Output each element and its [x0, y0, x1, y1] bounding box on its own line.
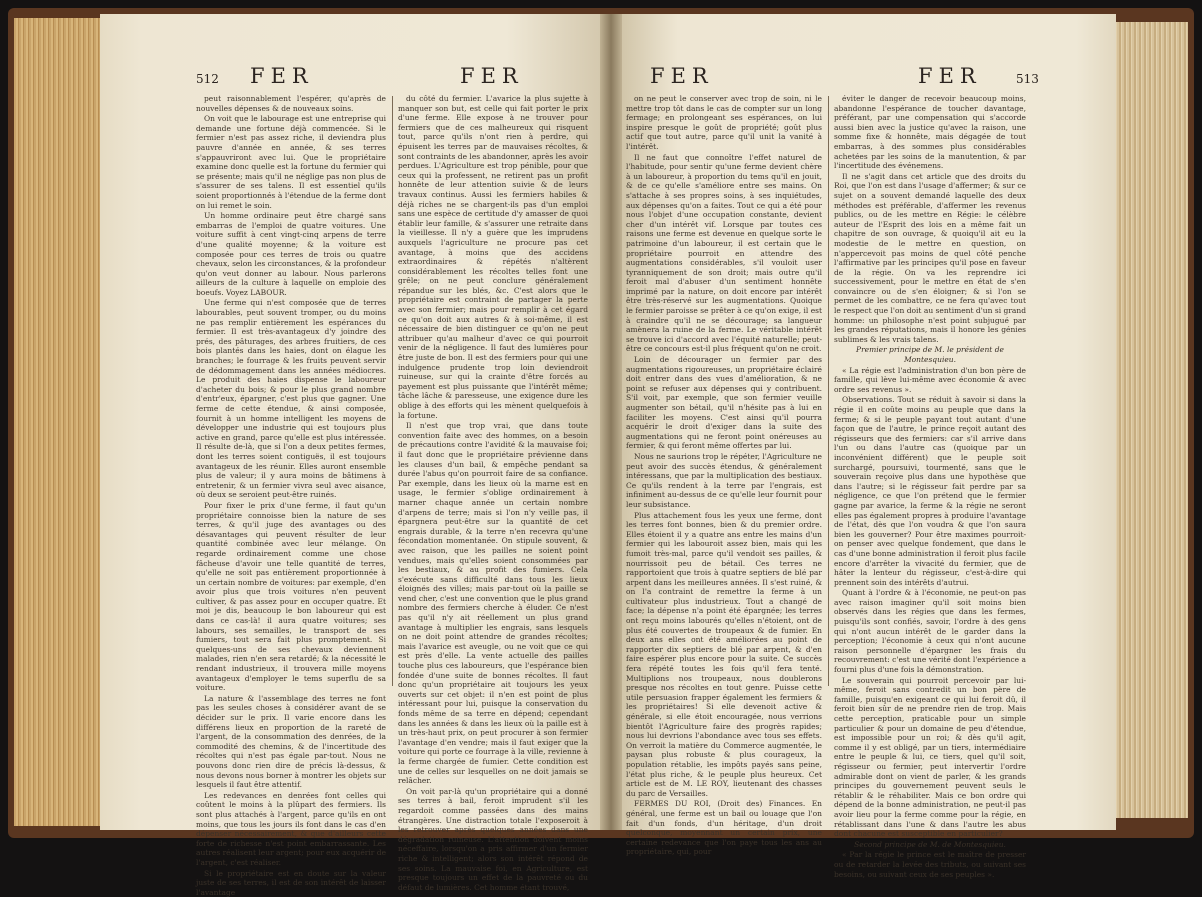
- left-page-column-2: [398, 94, 588, 814]
- paragraph: Un homme ordinaire peut être chargé sans embarras de l'emploi de quatre voitures. Une voiture suffit à cent vingt-cinq arpens de terre d'une qualité moyenne; & la voiture est composée pour ces terres de trois ou quatre chevaux, selon les circonstances, & la profondeur qu'on veut donner au labour. Nous parlerons ailleurs de la culture à laquelle on emploie des boeufs. Voyez LABOUR.: [196, 211, 386, 297]
- paragraph: du côté du fermier. L'avarice la plus sujette à manquer son but, est celle qui fait porter le prix d'une ferme. Elle expose à ne trouver pour fermiers que de ces malheureux qui risquent tout, parce qu'ils n'ont rien à perdre, qui épuisent les terres par de mauvaises récoltes, & sont contraints de les abandonner, après les avoir perdues. L'Agriculture est trop pénible, pour que ceux qui la professent, ne retirent pas un profit honnête de leur attention suivie & de leurs travaux continus. Aussi les fermiers habiles & déjà riches ne se chargent-ils pas d'un emploi sans une espèce de certitude d'y amasser de quoi établir leur famille, & s'assurer une retraite dans la vieillesse. Il n'y a guère que les imprudens auxquels l'agriculture ne procure pas cet avantage, à moins que des accidens extraordinaires & répétés n'altèrent considérablement les récoltes telles font une grêle; on ne peut conclure généralement répandue sur les blés, &c. C'est alors que le propriétaire est contraint de partager la perte avec son fermier; mais pour remplir à cet égard ce qu'on doit aux autres & à soi-même, il est nécessaire de bien distinguer ce qu'on ne peut attribuer qu'au malheur d'avec ce qui pourroit venir de la négligence. Il faut des lumières pour être juste de bon. Il est des fermiers pour qui une indulgence prudente trop loin deviendroit ruineuse, sur qui la crainte d'être forcés au payement est plus puissante que l'intérêt même; tâche lâche & paresseuse, une exigence dure les oblige à des efforts qui les mènent quelquefois à la fortune.: [398, 94, 588, 420]
- right-page-column-2: [834, 94, 1026, 814]
- paragraph: Il ne s'agit dans cet article que des droits du Roi, que l'on est dans l'usage d'affermer; & sur ce sujet on a souvent demandé laquelle des deux méthodes est préférable, d'affermer les revenus publics, ou de les mettre en Régie: le célèbre auteur de l'Esprit des lois en a même fait un chapitre de son ouvrage, & quoiqu'il ait eu la modestie de le mettre en question, on n'appercevoit pas moins de quel côté penche l'affirmative par les principes qu'il pose en faveur de la régie. On va les reprendre ici successivement, pour le mettre en état de s'en convaincre ou de s'en éloigner; & si l'on se permet de les combattre, ce ne fera qu'avec tout le respect que l'on doit au sentiment d'un si grand homme: un philosophe n'est point subjugué par les grandes réputations, mais il honore les génies sublimes & les vrais talens.: [834, 172, 1026, 345]
- quotation: « Par la régie le prince est le maître de presser ou de retarder la levée des tributs, ou suivant ses besoins, ou suivant ceux de ses peuples ».: [834, 850, 1026, 879]
- paragraph: peut raisonnablement l'espérer, qu'après de nouvelles dépenses & de nouveaux soins.: [196, 94, 386, 113]
- paragraph: Si le propriétaire est en doute sur la valeur juste de ses terres, il est de son intérêt de laisser l'avantage: [196, 869, 386, 897]
- paragraph: Il ne faut que connoître l'effet naturel de l'habitude, pour sentir qu'une ferme devient chère à un laboureur, à proportion du tems qu'il en jouit, & de ce qu'elle s'améliore entre ses mains. On s'attache à ses propres soins, à ses inquiétudes, aux dépenses qu'on a faites. Tout ce qui a été pour nous l'objet d'une occupation constante, devient cher d'un intérêt vif. Lorsque par toutes ces raisons une ferme est devenue en quelque sorte le patrimoine d'un laboureur, il est certain que le propriétaire pourroit en attendre des augmentations considérables, s'il vouloit user tyranniquement de son droit; mais outre qu'il feroit mal d'abuser d'un sentiment honnête imprimé par la nature, on doit encore par intérêt être très-réservé sur les augmentations. Quoique le fermier paroisse se prêter à ce qu'on exige, il est à craindre qu'il ne se décourage; sa langueur amènera la ruine de la ferme. Le véritable intérêt se trouve ici d'accord avec l'équité naturelle; peut-être ce concours est-il plus fréquent qu'on ne croit.: [626, 153, 822, 354]
- paragraph: Les redevances en denrées font celles qui coûtent le moins à la plûpart des fermiers. Ils sont plus attachés à l'argent, parce qu'ils en ont moins, que tous les jours ils font dans le cas d'en dépenser nécessairement, & que d'ailleurs cette forte de richesse n'est point embarrassante. Les autres réalisent leur argent; pour eux acquérir de l'argent, c'est réaliser.: [196, 791, 386, 868]
- left-page-edges: [14, 18, 106, 826]
- quotation: « La régie est l'administration d'un bon père de famille, qui lève lui-même avec économie & avec ordre ses revenus ».: [834, 366, 1026, 395]
- book-gutter: [600, 14, 622, 830]
- paragraph: On voit que le labourage est une entreprise qui demande une fortune déjà commencée. Si le fermier n'est pas assez riche, il deviendra plus pauvre d'année en année, & ses terres s'appauvriront avec lui. Que le propriétaire examine donc quelle est la fortune du fermier qui se présente; mais qu'il ne néglige pas non plus de s'assurer de ses talens. Il est essentiel qu'ils soient proportionnés à l'étendue de la ferme dont on lui remet le soin.: [196, 114, 386, 210]
- paragraph: La nature & l'assemblage des terres ne font pas les seules choses à considérer avant de se décider sur le prix. Il varie encore dans les différens lieux en proportion de la rareté de l'argent, de la consommation des denrées, de la commodité des chemins, & de l'incertitude des récoltes qui n'est pas égale par-tout. Nous ne pouvons donc rien dire de précis là-dessus, & nous devons nous borner à montrer les objets sur lesquels il faut être attentif.: [196, 694, 386, 790]
- paragraph: Plus attachement fous les yeux une ferme, dont les terres font bonnes, bien & du premier ordre. Elles étoient il y a quatre ans entre les mains d'un fermier qui les labouroit assez bien, mais qui les fumoit très-mal, parce qu'il vendoit ses pailles, & nourrissoit peu de bétail. Ces terres ne rapportoient que trois à quatre septiers de blé par arpent dans les meilleures années. Il s'est ruiné, & on l'a contraint de remettre la ferme à un cultivateur plus industrieux. Tout a changé de face; la dépense n'a point été épargnée; les terres ont reçu moins labourés qu'elles n'étoient, ont de plus été couvertes de troupeaux & de fumier. En deux ans elles ont été améliorées au point de rapporter dix septiers de blé par arpent, & d'en faire espérer plus encore pour la suite. Ce succès fera répété toutes les fois qu'il fera tenté. Multiplions nos troupeaux, nous doublerons presque nos récoltes en tout genre. Puisse cette utile persuasion frapper également les fermiers & les propriétaires! Si elle devenoit active & générale, si elle étoit encouragée, nous verrions bientôt l'Agriculture faire des progrès rapides; nous lui devrions l'abondance avec tous ses effets. On verroit la matière du Commerce augmentée, le paysan plus robuste & plus courageux, la population rétablie, les impôts payés sans peine, l'état plus riche, & le peuple plus heureux. Cet article est de M. LE ROY, lieutenant des chasses du parc de Versailles.: [626, 511, 822, 799]
- paragraph: Pour fixer le prix d'une ferme, il faut qu'un propriétaire connoisse bien la nature de ses terres, & qu'il juge des avantages ou des désavantages qui peuvent résulter de leur quantité combinée avec leur mélange. On regarde ordinairement comme une chose fâcheuse d'avoir une telle quantité de terres, qu'elle ne soit pas entièrement proportionnée à un certain nombre de voitures: par exemple, d'en avoir plus que trois voitures n'en peuvent cultiver, & pas assez pour en occuper quatre. Et moi je dis, beaucoup le bon laboureur qui est dans ce cas-là! il aura quatre voitures; ses labours, ses semailles, le transport de ses fumiers, tout sera fait plus promptement. Si quelques-uns de ses chevaux deviennent malades, rien n'en sera retardé; & la nécessité le rendant industrieux, il trouvera mille moyens avantageux d'employer le tems superflu de sa voiture.: [196, 501, 386, 693]
- right-page-column-1: [626, 94, 822, 814]
- paragraph: Nous ne saurions trop le répéter, l'Agriculture ne peut avoir des succès étendus, & généralement intéressans, que par la multiplication des bestiaux. Ce qu'ils rendent à la terre par l'engrais, est infiniment au-dessus de ce qu'elle leur fournit pour leur subsistance.: [626, 452, 822, 510]
- left-page-number: 512: [196, 72, 219, 86]
- left-running-head-left: FER: [250, 64, 314, 88]
- paragraph: On voit par-là qu'un propriétaire qui a donné ses terres à bail, feroit imprudent s'il les regardoit comme passées dans des mains étrangères. Une distraction totale l'exposeroit à les retrouver après quelques années dans une dégradation ruineuse. L'attention doivent moins néceffaire, lorsqu'on a pris affirmer d'un fermier riche & intelligent; alors son intérêt répond de ses soins. La mauvaise foi, en Agriculture, est presque toujours un effet de la pauvreté ou du défaut de lumières. Cet homme étant trouvé,: [398, 787, 588, 893]
- paragraph: Il n'est que trop vrai, que dans toute convention faite avec des hommes, on a besoin de précautions contre l'avidité & la mauvaise foi; il faut donc que le propriétaire prévienne dans les clauses d'un bail, & empêche pendant sa durée l'abus qu'on pourroit faire de sa confiance. Par exemple, dans les lieux où la marne est en usage, le fermier s'oblige ordinairement à marner chaque année un certain nombre d'arpens de terre; mais si l'on n'y veille pas, il épargnera peut-être sur la quantité de cet engrais durable, & la terre n'en recevra qu'une fécondation momentanée. On stipule souvent, & avec raison, que les pailles ne soient point vendues, mais qu'elles soient consommées par les bestiaux, & au profit des fumiers. Cela s'exécute sans difficulté dans tous les lieux éloignés des villes; mais par-tout où la paille se vend cher, c'est une convention que le plus grand nombre des fermiers cherche à éluder. Ce n'est pas qu'il n'y ait réellement un plus grand avantage à multiplier les engrais, sans lesquels on ne doit point attendre de grandes récoltes; mais l'avarice est aveugle, ou ne voit que ce qui est près d'elle. La vente actuelle des pailles touche plus ces laboureurs, que l'espérance bien fondée d'une suite de bonnes récoltes. Il faut donc qu'un propriétaire ait toujours les yeux ouverts sur cet objet: il n'en est point de plus intéressant pour lui, puisque la conservation du fonds même de sa terre en dépend; cependant dans les années & dans les lieux où la paille est à un très-haut prix, on peut procurer à son fermier l'avantage d'en vendre; mais il faut exiger que la voiture qui porte ce fourrage à la ville, revienne à la ferme chargée de fumier. Cette condition est une de celles sur lesquelles on ne doit jamais se relâcher.: [398, 421, 588, 786]
- left-running-head-right: FER: [460, 64, 524, 88]
- right-page-number: 513: [1016, 72, 1039, 86]
- paragraph: Le souverain qui pourroit percevoir par lui-même, feroit sans contredit un bon père de famille, puisqu'en exigeant ce qui lui feroit dû, il feroit bien sûr de ne prendre rien de trop. Mais cette perception, praticable pour un simple particulier & pour un domaine de peu d'étendue, est impossible pour un roi; & dès qu'il agit, comme il y est obligé, par un tiers, intermédiaire entre le peuple & lui, ce tiers, quel qu'il soit, régisseur ou fermier, peut intervertir l'ordre admirable dont on vient de parler, & les grands principes du gouvernement peuvent seuls le rétablir & le réhabiliter. Mais ce bon ordre qui dépend de la bonne administration, ne peut-il pas avoir lieu pour la ferme comme pour la régie, en rétablissant dans l'une & dans l'autre les abus dont chacune est susceptible en particulier?: [834, 676, 1026, 839]
- left-page-column-1: [196, 94, 386, 814]
- left-column-rule: [392, 96, 393, 686]
- right-running-head-left: FER: [650, 64, 714, 88]
- paragraph: Quant à l'ordre & à l'économie, ne peut-on pas avec raison imaginer qu'il soit moins bien observés dans les régies que dans les fermes, puisqu'ils sont confiés, savoir, l'ordre à des gens qui n'ont aucun intérêt de le garder dans la perception; l'économie à ceux qui n'ont aucune raison personnelle d'épargner les frais du recouvrement: c'est une vérité dont l'expérience a fourni plus d'une fois la démonstration.: [834, 588, 1026, 674]
- right-column-rule: [828, 96, 829, 686]
- right-page-edges: [1112, 22, 1188, 818]
- paragraph: Observations. Tout se réduit à savoir si dans la régie il en coûte moins au peuple que dans la ferme; & si le peuple payant tout autant d'une façon que de l'autre, le prince reçoit autant des régisseurs que des fermiers: car s'il arrive dans l'un ou dans l'autre cas (quoique par un inconvénient différent) que le peuple soit surchargé, poursuivi, tourmenté, sans que le souverain reçoive plus dans une hypothèse que dans l'autre; si le régisseur fait perdre par sa négligence, ce que l'on prétend que le fermier gagne par avarice, la ferme & la régie ne seront elles pas également propres à produire l'avantage de l'état, dès que l'on voudra & que l'on saura bien les gouverner? Pour être maximes pourroit-on penser avec quelque fondement, que dans le cas d'une bonne administration il feroit plus facile encore d'arrêter la vivacité du fermier, que de hâter la lenteur du régisseur, c'est-à-dire qui prennent soin des intérêts d'autrui.: [834, 395, 1026, 587]
- paragraph: éviter le danger de recevoir beaucoup moins, abandonne l'espérance de toucher davantage, préférant, par une compensation qui s'accorde aussi bien avec la justice qu'avec la raison, une somme fixe & honnête, mais dégagée de tout embarras, à des sommes plus considérables achetées par les soins de la manutention, & par l'incertitude des événemens.: [834, 94, 1026, 171]
- paragraph: on ne peut le conserver avec trop de soin, ni le mettre trop tôt dans le cas de compter sur un long fermage; en prolongeant ses espérances, on lui inspire presque le goût de propriété; goût plus actif que tout autre, parce qu'il unit la vanité à l'intérêt.: [626, 94, 822, 152]
- section-heading: Premier principe de M. le président de Montesquieu.: [834, 345, 1026, 364]
- paragraph: Loin de décourager un fermier par des augmentations rigoureuses, un propriétaire éclairé doit entrer dans des vues d'amélioration, & ne point se refuser aux dépenses qui y contribuent. S'il voit, par exemple, que son fermier veuille augmenter son bétail, qu'il n'hésite pas à lui en faciliter les moyens. C'est ainsi qu'il pourra acquérir le droit d'exiger dans la suite des augmentations qui ne feront point onéreuses au fermier, & qui feront même offertes par lui.: [626, 355, 822, 451]
- paragraph: Une ferme qui n'est composée que de terres labourables, peut souvent tromper, ou du moins ne pas remplir entièrement les espérances du fermier. Il est très-avantageux d'y joindre des prés, des pâturages, des arbres fruitiers, de ces bois plantés dans les haies, dont on élague les branches; le fourrage & les fruits peuvent servir de dédommagement dans les années médiocres. Le produit des haies dispense le laboureur d'acheter du bois; & pour le plus grand nombre d'entr'eux, épargner, c'est plus que gagner. Une ferme de cette étendue, & ainsi composée, fournit à un homme intelligent les moyens de développer une industrie qui est toujours plus active en grand, parce qu'elle est plus intéressée. Il résulte de-là, que si l'on a deux petites fermes, dont les terres soient contiguës, il est toujours avantageux de les réunir. Elles auront ensemble plus de valeur; il y aura moins de bâtimens à entretenir, & un fermier vivra seul avec aisance, où deux se seroient peut-être ruinés.: [196, 298, 386, 499]
- section-heading: Second principe de M. de Montesquieu.: [834, 840, 1026, 850]
- paragraph: FERMES DU ROI, (Droit des) Finances. En général, une ferme est un bail ou louage que l'on fait d'un fonds, d'un héritage, d'un droit quelconque, moyennant un certain prix, une certaine redevance que l'on paye tous les ans au propriétaire, qui, pour: [626, 799, 822, 857]
- right-running-head-right: FER: [918, 64, 982, 88]
